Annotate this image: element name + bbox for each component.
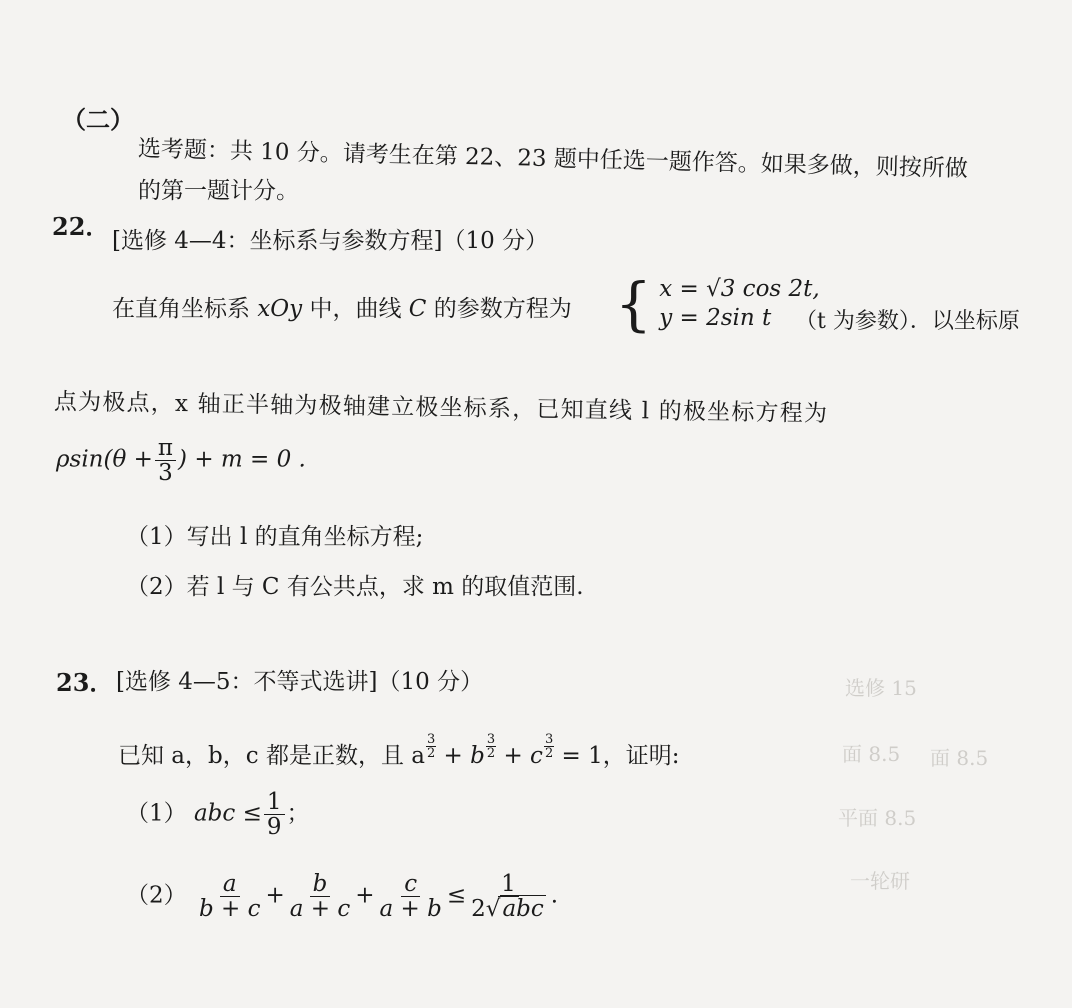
q23-heading: [选修 4—5：不等式选讲]（10 分）: [116, 669, 484, 695]
q22-intro-c: 的参数方程为: [433, 296, 572, 322]
q23-given-b: = 1，证明:: [554, 743, 680, 769]
exponent: $\frac{3}{2}$: [426, 732, 436, 761]
q22-polar-den: 3: [158, 460, 173, 487]
bleed-text: 选修 15: [845, 676, 917, 700]
q23-p1-lhs: abc ≤: [193, 800, 262, 827]
q22-curve: C: [408, 296, 427, 322]
leq-sign: ≤: [446, 882, 467, 909]
q23-p1-label: （1）: [126, 800, 187, 827]
plus-sign: +: [265, 882, 285, 909]
q23-frac-2: $\frac{b}{a + c}$: [289, 871, 351, 923]
q22-part2: （2）若 l 与 C 有公共点，求 m 的取值范围.: [126, 574, 584, 600]
q22-eq-x: x = √3 cos 2t,: [659, 276, 820, 303]
q23-p2-label: （2）: [126, 882, 187, 909]
bleed-text: 平面 8.5: [838, 806, 917, 830]
section-marker: （二）: [62, 105, 134, 134]
q23-number: 23．: [56, 668, 114, 697]
q22-eq-y: y = 2sin t: [659, 305, 772, 331]
q22-polar-b: ) + m = 0 .: [178, 446, 306, 473]
q22-intro-b: 中，曲线: [309, 296, 402, 322]
section-header-line1: 选考题：共 10 分。请考生在第 22、23 题中任选一题作答。如果多做，则按所做: [137, 136, 969, 183]
q22-polar-a: ρsin(θ +: [56, 446, 153, 473]
q22-parametric-system: [615, 270, 820, 338]
q23-p2-end: .: [550, 882, 559, 909]
q23-given-a: 已知 a，b，c 都是正数，且 a: [118, 743, 425, 769]
bleed-text: 面 8.5: [930, 746, 989, 770]
q22-number: 22．: [52, 212, 110, 241]
q22-intro: [112, 290, 572, 323]
section-header-line2: 的第一题计分。: [138, 178, 299, 204]
q22-coord-sys: xOy: [257, 296, 303, 322]
q22-heading: [选修 4—4：坐标系与参数方程]（10 分）: [112, 228, 549, 254]
bleed-text: 面 8.5: [842, 742, 901, 766]
q23-p1-end: ；: [286, 800, 310, 827]
q23-plus-b: + b: [436, 743, 485, 769]
q23-p1-fraction: $\frac{1}{9}$: [264, 790, 285, 839]
q22-part1: （1）写出 l 的直角坐标方程;: [126, 524, 424, 550]
q23-plus-c: + c: [496, 743, 543, 769]
exponent: $\frac{3}{2}$: [544, 732, 554, 761]
q23-part2: [126, 872, 558, 921]
q23-rhs-fraction: $\frac{1}{\text{2√abc}}$: [471, 871, 544, 923]
q23-frac-3: $\frac{c}{a + b}$: [379, 871, 442, 923]
q22-polar-num: π: [155, 436, 176, 461]
q23-given: [118, 733, 680, 770]
left-brace-icon: {: [615, 270, 652, 338]
sqrt-radicand: abc: [502, 896, 544, 923]
q22-polar-fraction: [155, 436, 176, 485]
q22-line2: 点为极点，x 轴正半轴为极轴建立极坐标系，已知直线 l 的极坐标方程为: [53, 389, 829, 428]
q22-param-note: （t 为参数）．以坐标原: [795, 309, 1020, 334]
exponent: $\frac{3}{2}$: [486, 732, 496, 761]
plus-sign: +: [355, 882, 375, 909]
q22-intro-a: 在直角坐标系: [112, 296, 250, 322]
bleed-text: 一轮研: [850, 869, 910, 893]
q23-part1: [126, 790, 310, 839]
q23-frac-1: $\frac{a}{b + c}$: [198, 871, 261, 923]
q22-polar-equation: [56, 436, 306, 485]
